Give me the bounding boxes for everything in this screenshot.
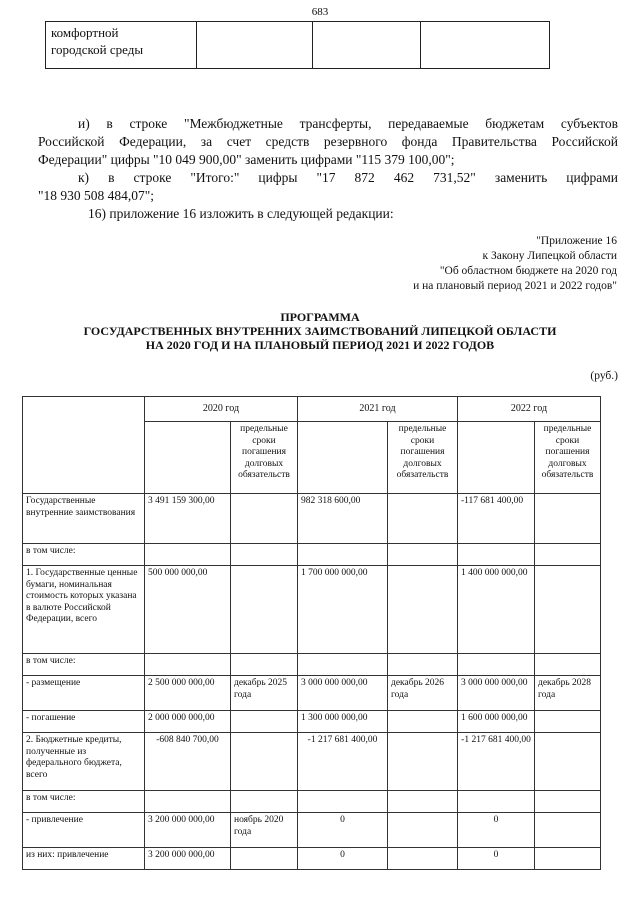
term-cell [535,544,601,566]
paragraph-k [38,169,618,205]
table-row [23,733,601,791]
amount-cell: 982 318 600,00 [298,494,388,544]
amount-cell: 2 500 000 000,00 [145,676,231,711]
term-cell [535,711,601,733]
top-table-label-cell [46,22,197,69]
table-body [23,494,601,870]
paragraph-line: "18 930 508 484,07"; [38,188,155,203]
amount-cell: 1 400 000 000,00 [458,566,535,654]
term-cell [535,848,601,870]
amount-subheader [298,422,388,494]
document-title [0,310,640,352]
term-cell: декабрь 2026 года [388,676,458,711]
row-label-cell: в том числе: [23,544,145,566]
term-cell [535,791,601,813]
attachment-line: "Приложение 16 [536,235,617,247]
term-cell [535,654,601,676]
amount-cell: -608 840 700,00 [145,733,231,791]
term-subheader: предельные сроки погашения долговых обязательств [231,422,298,494]
table-row [23,566,601,654]
term-cell [231,654,298,676]
paragraph-i [38,115,618,169]
term-cell [535,733,601,791]
year-header-2021: 2021 год [298,397,458,422]
amount-cell: 1 600 000 000,00 [458,711,535,733]
amount-cell [458,654,535,676]
table-row [23,813,601,848]
term-cell [388,791,458,813]
row-label-cell: в том числе: [23,654,145,676]
amount-cell: 1 300 000 000,00 [298,711,388,733]
row-label-cell: 1. Государственные ценные бумаги, номинальная стоимость которых указана в валюте Российской Федерации, всего [23,566,145,654]
row-label-cell: 2. Бюджетные кредиты, полученные из федерального бюджета, всего [23,733,145,791]
term-cell [388,848,458,870]
attachment-header [413,234,617,294]
row-label-cell: - погашение [23,711,145,733]
attachment-line: и на плановый период 2021 и 2022 годов" [413,280,617,292]
term-cell [231,566,298,654]
paragraph-line: Российской Федерации, за счет средств резервного фонда Правительства Российской [38,134,618,149]
amount-cell [458,791,535,813]
amount-cell [458,544,535,566]
term-subheader: предельные сроки погашения долговых обязательств [535,422,601,494]
term-cell [231,544,298,566]
amount-cell [298,544,388,566]
term-cell [388,566,458,654]
term-cell [388,813,458,848]
top-table-label-line: городской среды [51,42,144,57]
amount-cell: 3 000 000 000,00 [458,676,535,711]
top-table-empty-cell [313,22,421,69]
term-cell [388,733,458,791]
borrowing-program-table [22,396,601,870]
amount-cell: 3 200 000 000,00 [145,813,231,848]
table-row [23,494,601,544]
amount-cell [145,544,231,566]
amount-cell: -117 681 400,00 [458,494,535,544]
amount-cell: 500 000 000,00 [145,566,231,654]
table-row [23,676,601,711]
term-subheader: предельные сроки погашения долговых обязательств [388,422,458,494]
amount-cell: 3 000 000 000,00 [298,676,388,711]
row-label-cell: из них: привлечение [23,848,145,870]
amount-cell [145,654,231,676]
amount-subheader [458,422,535,494]
year-header-2020: 2020 год [145,397,298,422]
paragraph-line: к) в строке "Итого:" цифры "17 872 462 731,52" заменить цифрами [78,170,618,185]
table-row [23,848,601,870]
top-table-empty-cell [197,22,313,69]
term-cell [388,544,458,566]
term-cell [535,813,601,848]
top-table-label-line: комфортной [51,25,119,40]
year-header-2022: 2022 год [458,397,601,422]
table-row [23,711,601,733]
amount-cell: 0 [298,848,388,870]
term-cell [231,733,298,791]
term-cell [535,494,601,544]
paragraph-line: и) в строке "Межбюджетные трансферты, передаваемые бюджетам субъектов [78,116,618,131]
header-empty-cell [23,397,145,494]
amount-cell: 0 [458,813,535,848]
term-cell [231,848,298,870]
amount-cell: 0 [298,813,388,848]
term-cell [231,711,298,733]
amount-cell: 2 000 000 000,00 [145,711,231,733]
term-cell: декабрь 2028 года [535,676,601,711]
page-number: 683 [311,6,329,18]
amount-cell: -1 217 681 400,00 [298,733,388,791]
title-line: ГОСУДАРСТВЕННЫХ ВНУТРЕННИХ ЗАИМСТВОВАНИЙ ЛИПЕЦКОЙ ОБЛАСТИ [83,324,557,338]
paragraph-item16 [38,205,618,223]
term-cell [231,494,298,544]
amount-cell: 3 491 159 300,00 [145,494,231,544]
term-cell [388,494,458,544]
table-row [23,544,601,566]
row-label-cell: Государственные внутренние заимствования [23,494,145,544]
amount-cell: 1 700 000 000,00 [298,566,388,654]
top-table-fragment [45,21,550,69]
table-row [23,791,601,813]
amount-cell [298,654,388,676]
term-cell [231,791,298,813]
amount-cell: 0 [458,848,535,870]
amount-cell: 3 200 000 000,00 [145,848,231,870]
title-line: НА 2020 ГОД И НА ПЛАНОВЫЙ ПЕРИОД 2021 И 2022 ГОДОВ [145,338,495,352]
amount-cell: -1 217 681 400,00 [458,733,535,791]
top-table-empty-cell [421,22,550,69]
term-cell: декабрь 2025 года [231,676,298,711]
term-cell [388,711,458,733]
amount-subheader [145,422,231,494]
row-label-cell: - привлечение [23,813,145,848]
attachment-line: к Закону Липецкой области [482,250,617,262]
table-row [23,654,601,676]
paragraph-line: Федерации" цифры "10 049 900,00" заменить цифрами "115 379 100,00"; [38,152,455,167]
attachment-line: "Об областном бюджете на 2020 год [439,265,617,277]
term-cell [388,654,458,676]
row-label-cell: в том числе: [23,791,145,813]
unit-label: (руб.) [590,370,618,382]
term-cell: ноябрь 2020 года [231,813,298,848]
term-cell [535,566,601,654]
amount-cell [298,791,388,813]
paragraph-line: 16) приложение 16 изложить в следующей редакции: [88,206,394,221]
title-line: ПРОГРАММА [280,310,360,324]
amount-cell [145,791,231,813]
row-label-cell: - размещение [23,676,145,711]
